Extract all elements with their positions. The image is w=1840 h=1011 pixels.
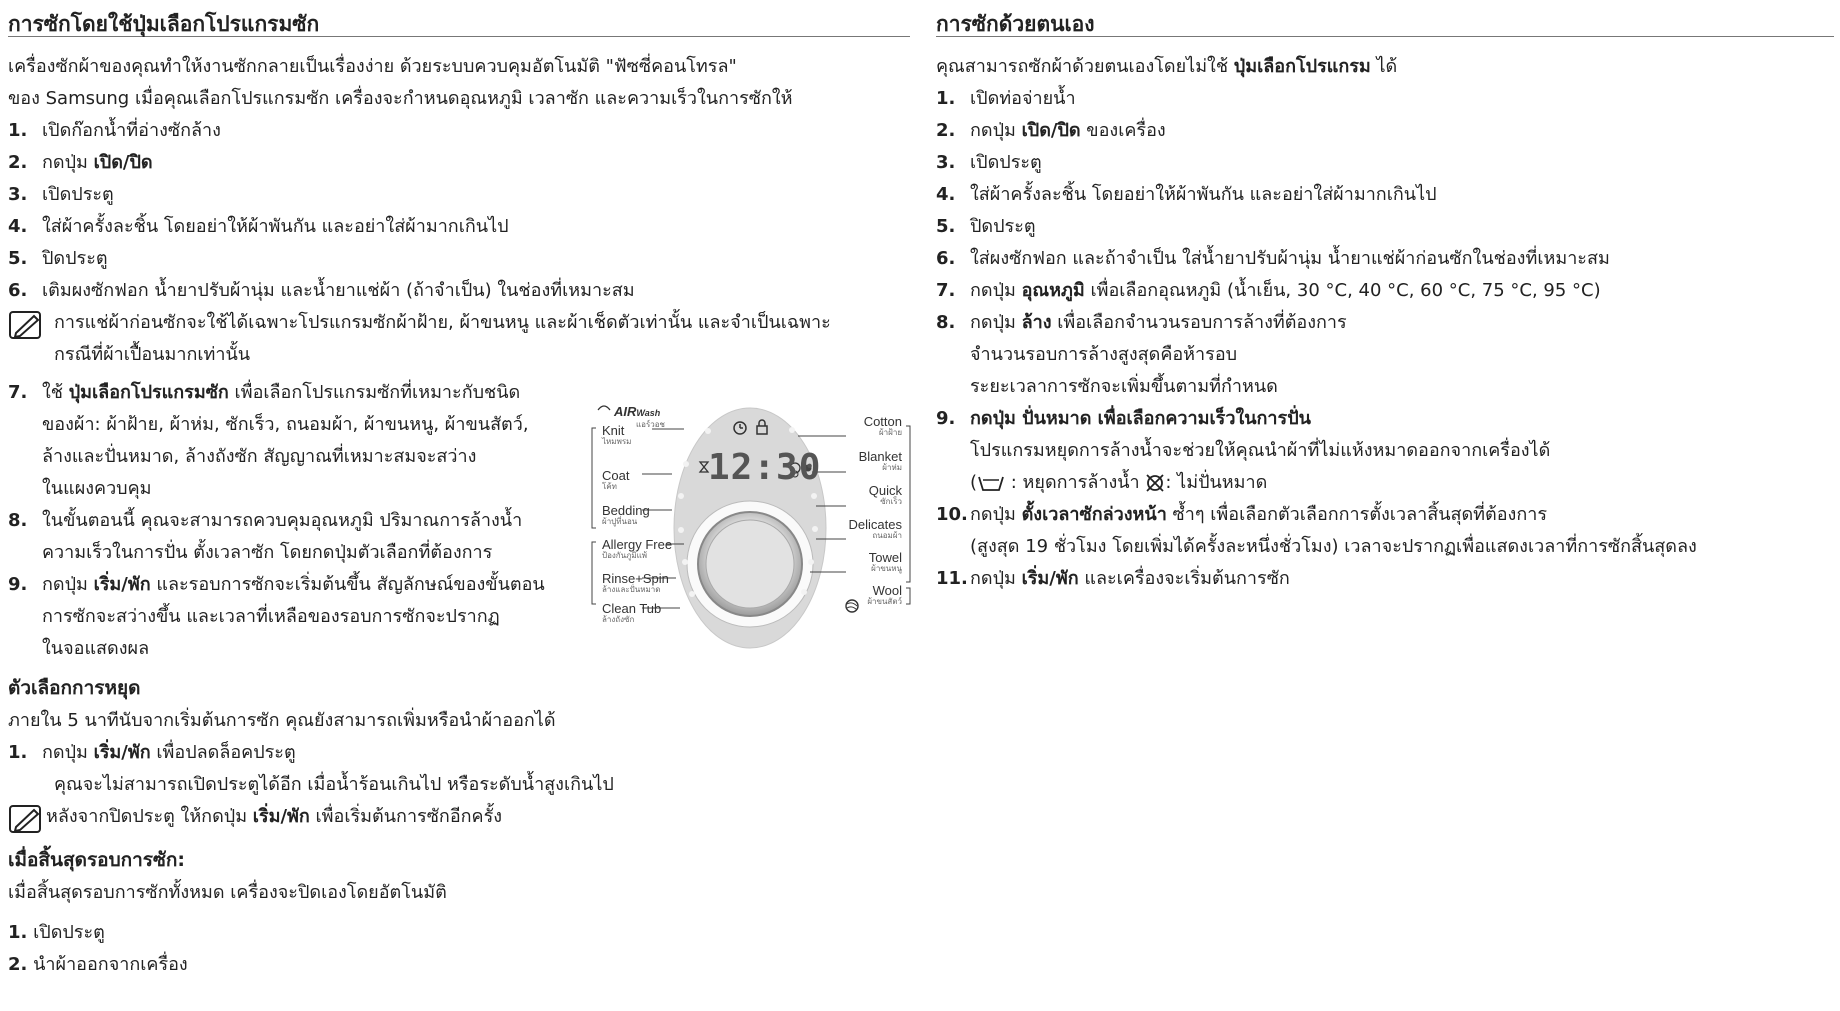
manual-step-9: 9. กดปุ่ม ปั่นหมาด เพื่อเลือกความเร็วในการปั่น	[936, 408, 1311, 429]
program-delicates[interactable]: Delicates ถนอมผ้า	[848, 517, 902, 540]
manual-step-8-cont-2: ระยะเวลาการซักจะเพิ่มขึ้นตามที่กำหนด	[970, 376, 1278, 397]
manual-step-8: 8. กดปุ่ม ล้าง เพื่อเลือกจำนวนรอบการล้างที่ต้องการ	[936, 312, 1347, 333]
manual-step-1: 1. เปิดท่อจ่ายน้ำ	[936, 88, 1076, 109]
airwash-logo: AIRWash	[614, 404, 661, 419]
right-heading: การซักด้วยตนเอง	[936, 0, 1834, 37]
step-5: 5. ปิดประตู	[8, 248, 108, 269]
step-4: 4. ใส่ผ้าครั้งละชิ้น โดยอย่าให้ผ้าพันกัน และอย่าใส่ผ้ามากเกินไป	[8, 216, 509, 237]
note-soak-line-1: การแช่ผ้าก่อนซักจะใช้ได้เฉพาะโปรแกรมซักผ้าฝ้าย, ผ้าขนหนู และผ้าเช็ดตัวเท่านั้น และจำเป็นเฉพาะ	[54, 312, 831, 333]
note-soak	[8, 307, 910, 371]
program-towel[interactable]: Towel ผ้าขนหนู	[868, 550, 902, 573]
step-6: 6. เติมผงซักฟอก น้ำยาปรับผ้านุ่ม และน้ำยาแช่ผ้า (ถ้าจำเป็น) ในช่องที่เหมาะสม	[8, 280, 635, 301]
manual-step-10-cont: (สูงสุด 19 ชั่วโมง โดยเพิ่มได้ครั้งละหนึ่งชั่วโมง) เวลาจะปรากฏเพื่อแสดงเวลาที่การซักสิ้นสุดลง	[970, 536, 1697, 557]
manual-step-2: 2. กดปุ่ม เปิด/ปิด ของเครื่อง	[936, 120, 1166, 141]
program-coat[interactable]: Coat โค้ท	[602, 468, 630, 491]
end-step-2: 2. นำผ้าออกจากเครื่อง	[8, 954, 188, 975]
step-8: 8. ในขั้นตอนนี้ คุณจะสามารถควบคุมอุณหภูมิ ปริมาณการล้างน้ำ ความเร็วในการปั่น ตั้งเวลาซัก โดยกดปุ่มตัวเลือกที่ต้องการ	[8, 510, 523, 563]
program-wool[interactable]: Wool ผ้าขนสัตว์	[867, 583, 902, 606]
step-2: 2. กดปุ่ม เปิด/ปิด	[8, 152, 153, 173]
manual-step-8-cont-1: จำนวนรอบการล้างสูงสุดคือห้ารอบ	[970, 344, 1238, 365]
rinse-hold-icon	[977, 474, 1005, 492]
end-intro: เมื่อสิ้นสุดรอบการซักทั้งหมด เครื่องจะปิดเองโดยอัตโนมัติ	[8, 882, 447, 903]
left-column	[8, 0, 910, 981]
step-7: 7. ใช้ ปุ่มเลือกโปรแกรมซัก เพื่อเลือกโปรแกรมซักที่เหมาะกับชนิด ของผ้า: ผ้าฝ้าย, ผ้าห่ม, ซักเร็ว, ถนอมผ้า, ผ้าขนหนู, ผ้าขนสัตว์, ล้างและปั่นหมาด, ล้างถังซัก สัญญาณที่เหมาะสมจะสว่าง ในแผงควบคุม	[8, 382, 529, 499]
end-step-1: 1. เปิดประตู	[8, 922, 105, 943]
digital-display: 12:30	[708, 447, 822, 488]
stop-options-heading: ตัวเลือกการหยุด	[8, 677, 141, 699]
program-allergy-free[interactable]: Allergy Free ป้องกันภูมิแพ้	[602, 537, 673, 560]
manual-step-4: 4. ใส่ผ้าครั้งละชิ้น โดยอย่าให้ผ้าพันกัน และอย่าใส่ผ้ามากเกินไป	[936, 184, 1437, 205]
stop-sub: คุณจะไม่สามารถเปิดประตูได้อีก เมื่อน้ำร้อนเกินไป หรือระดับน้ำสูงเกินไป	[54, 774, 614, 795]
program-rinse-spin[interactable]: Rinse+Spin ล้างและปั่นหมาด	[602, 571, 669, 594]
stop-step-1: 1. กดปุ่ม เริ่ม/พัก เพื่อปลดล็อคประตู	[8, 742, 296, 763]
end-cycle-heading: เมื่อสิ้นสุดรอบการซัก:	[8, 849, 186, 871]
program-knit[interactable]: Knit ไหมพรม	[602, 423, 632, 446]
manual-step-9-legend: ( : หยุดการล้างน้ำ : ไม่ปั่นหมาด	[970, 472, 1268, 493]
note-pencil-icon	[8, 310, 44, 340]
right-intro: คุณสามารถซักผ้าด้วยตนเองโดยไม่ใช้ ปุ่มเลือกโปรแกรม ได้	[936, 56, 1398, 77]
program-bedding[interactable]: Bedding ผ้าปูที่นอน	[602, 503, 650, 526]
control-panel-diagram	[584, 392, 920, 654]
step-3: 3. เปิดประตู	[8, 184, 114, 205]
program-cotton[interactable]: Cotton ผ้าฝ้าย	[863, 414, 902, 437]
note-restart: หลังจากปิดประตู ให้กดปุ่ม เริ่ม/พัก เพื่อเริ่มต้นการซักอีกครั้ง	[8, 801, 910, 833]
step-9: 9. กดปุ่ม เริ่ม/พัก และรอบการซักจะเริ่มต้นขึ้น สัญลักษณ์ของขั้นตอน การซักจะสว่างขึ้น และเวลาที่เหลือของรอบการซักจะปรากฏ ในจอแสดงผล	[8, 574, 545, 659]
note-soak-line-2: กรณีที่ผ้าเปื้อนมากเท่านั้น	[54, 344, 251, 365]
intro-line-1: เครื่องซักผ้าของคุณทำให้งานซักกลายเป็นเรื่องง่าย ด้วยระบบควบคุมอัตโนมัติ "ฟัซซี่คอนโทรล"	[8, 56, 737, 77]
right-column	[936, 0, 1834, 595]
stop-intro: ภายใน 5 นาทีนับจากเริ่มต้นการซัก คุณยังสามารถเพิ่มหรือนำผ้าออกได้	[8, 710, 556, 731]
step-1: 1. เปิดก๊อกน้ำที่อ่างซักล้าง	[8, 120, 221, 141]
manual-step-10: 10. กดปุ่ม ตั้งเวลาซักล่วงหน้า ซ้ำๆ เพื่อเลือกตัวเลือกการตั้งเวลาสิ้นสุดที่ต้องการ	[936, 504, 1548, 525]
no-spin-icon	[1145, 473, 1165, 493]
manual-step-5: 5. ปิดประตู	[936, 216, 1036, 237]
manual-step-7: 7. กดปุ่ม อุณหภูมิ เพื่อเลือกอุณหภูมิ (น้ำเย็น, 30 °C, 40 °C, 60 °C, 75 °C, 95 °C)	[936, 280, 1601, 301]
note-pencil-icon	[8, 804, 44, 834]
intro-line-2: ของ Samsung เมื่อคุณเลือกโปรแกรมซัก เครื่องจะกำหนดอุณหภูมิ เวลาซัก และความเร็วในการซักให้	[8, 88, 793, 109]
manual-step-11: 11. กดปุ่ม เริ่ม/พัก และเครื่องจะเริ่มต้นการซัก	[936, 568, 1290, 589]
airwash-thai: แอร์วอช	[636, 420, 665, 429]
manual-step-9-cont: โปรแกรมหยุดการล้างน้ำจะช่วยให้คุณนำผ้าที่ไม่แห้งหมาดออกจากเครื่องได้	[970, 440, 1551, 461]
program-quick[interactable]: Quick ซักเร็ว	[868, 483, 902, 506]
program-clean-tub[interactable]: Clean Tub ล้างถังซัก	[602, 601, 662, 624]
manual-step-6: 6. ใส่ผงซักฟอก และถ้าจำเป็น ใส่น้ำยาปรับผ้านุ่ม น้ำยาแช่ผ้าก่อนซักในช่องที่เหมาะสม	[936, 248, 1610, 269]
program-blanket[interactable]: Blanket ผ้าห่ม	[858, 449, 902, 472]
left-heading: การซักโดยใช้ปุ่มเลือกโปรแกรมซัก	[8, 0, 910, 37]
manual-step-3: 3. เปิดประตู	[936, 152, 1042, 173]
